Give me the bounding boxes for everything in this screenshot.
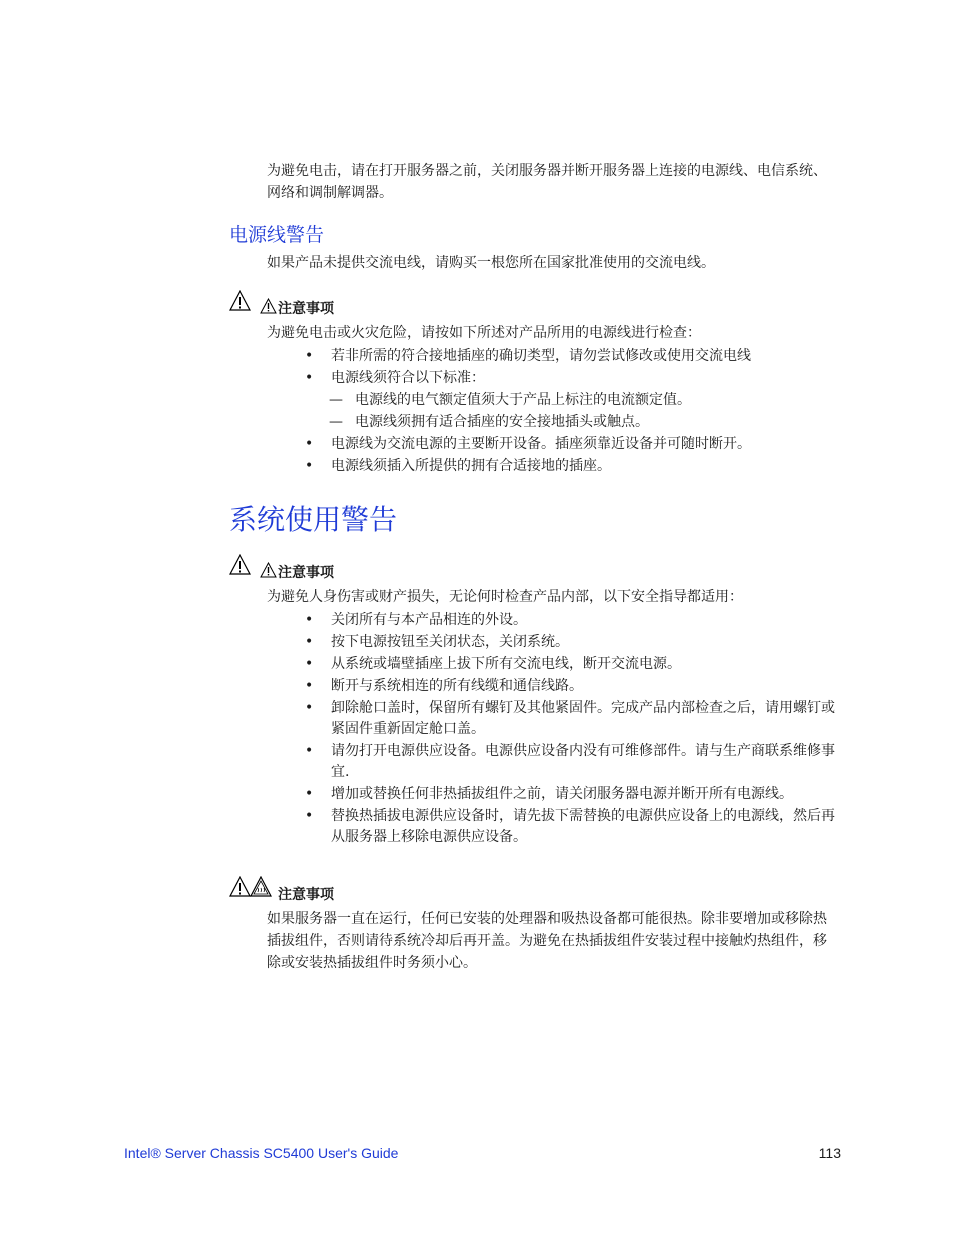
list-item: • 替换热插拔电源供应设备时，请先拔下需替换的电源供应设备上的电源线，然后再从服务器上移除电源供应设备。 [267, 806, 839, 848]
list-item: • 增加或替换任何非热插拔组件之前，请关闭服务器电源并断开所有电源线。 [267, 784, 839, 805]
caution-label: 注意事项 [278, 887, 334, 903]
section-heading-system-use: 系统使用警告 [229, 503, 398, 536]
section-heading-power-cord: 电源线警告 [229, 224, 325, 246]
list-item: • 断开与系统相连的所有线缆和通信线路。 [267, 676, 839, 697]
power-cord-requirements-list [267, 346, 839, 478]
list-item: • 电源线须插入所提供的拥有合适接地的插座。 [267, 456, 839, 477]
list-subitem: — 电源线须拥有适合插座的安全接地插头或触点。 [267, 412, 839, 433]
caution-row-power [229, 290, 529, 320]
warning-triangle-icon [229, 554, 251, 576]
intro-paragraph: 为避免电击，请在打开服务器之前，关闭服务器并断开服务器上连接的电源线、电信系统、网络和调制解调器。 [267, 163, 827, 201]
power-cord-intro: 如果产品未提供交流电线，请购买一根您所在国家批准使用的交流电线。 [267, 255, 715, 271]
list-item: • 若非所需的符合接地插座的确切类型，请勿尝试修改或使用交流电线 [267, 346, 839, 367]
power-caution-text: 为避免电击或火灾危险，请按如下所述对产品所用的电源线进行检查： [267, 325, 701, 341]
system-caution-text: 为避免人身伤害或财产损失，无论何时检查产品内部，以下安全指导都适用： [267, 589, 743, 605]
caution-row-hot [229, 876, 529, 906]
list-item: • 从系统或墙壁插座上拔下所有交流电线，断开交流电源。 [267, 654, 839, 675]
caution-row-system [229, 554, 529, 584]
list-item: • 请勿打开电源供应设备。电源供应设备内没有可维修部件。请与生产商联系维修事宜. [267, 741, 839, 783]
footer-document-title: Intel® Server Chassis SC5400 User's Guide [124, 1145, 399, 1161]
list-item: • 关闭所有与本产品相连的外设。 [267, 610, 839, 631]
system-safety-list [267, 610, 839, 849]
list-item: • 电源线为交流电源的主要断开设备。插座须靠近设备并可随时断开。 [267, 434, 839, 455]
caution-label: 注意事项 [278, 301, 334, 317]
hot-surface-icon [250, 876, 272, 898]
warning-triangle-icon [260, 562, 277, 578]
warning-triangle-icon [229, 876, 251, 898]
caution-label: 注意事项 [278, 565, 334, 581]
warning-triangle-icon [229, 290, 251, 312]
warning-triangle-icon [260, 298, 277, 314]
list-item: • 按下电源按钮至关闭状态，关闭系统。 [267, 632, 839, 653]
list-subitem: — 电源线的电气额定值须大于产品上标注的电流额定值。 [267, 390, 839, 411]
list-item: • 卸除舱口盖时，保留所有螺钉及其他紧固件。完成产品内部检查之后，请用螺钉或紧固件重新固定舱口盖。 [267, 698, 839, 740]
footer-page-number: 113 [818, 1145, 841, 1161]
list-item: • 电源线须符合以下标准： [267, 368, 839, 389]
hot-components-text: 如果服务器一直在运行，任何已安装的处理器和吸热设备都可能很热。除非要增加或移除热插拔组件，否则请待系统冷却后再开盖。为避免在热插拔组件安装过程中接触灼热组件，移除或安装热插拔组件时务须小心。 [267, 911, 827, 971]
